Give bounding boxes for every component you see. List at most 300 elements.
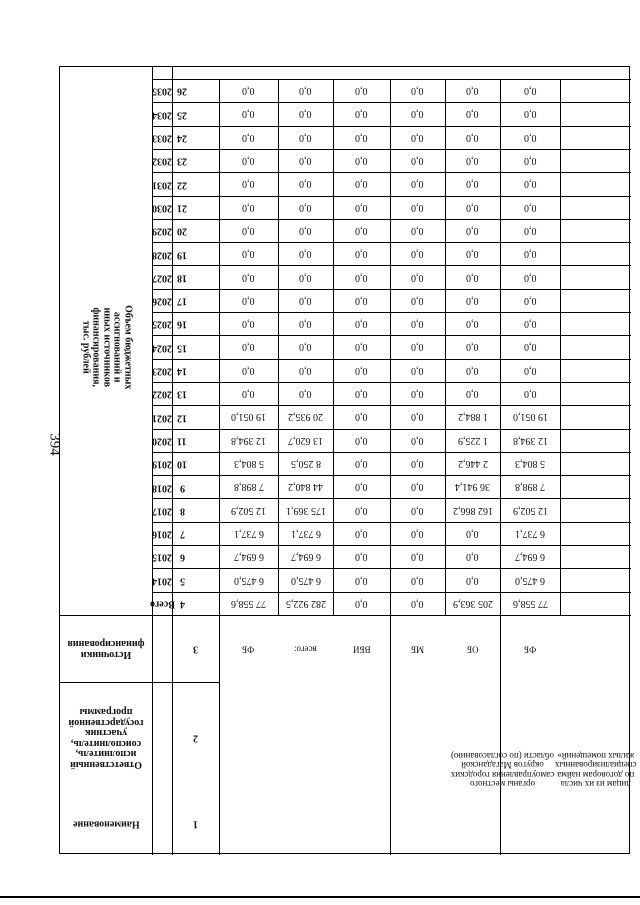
data-value: 0,0 <box>411 108 424 120</box>
data-value: 0,0 <box>355 388 368 400</box>
data-value: 0,0 <box>299 201 312 213</box>
page-bottom-rule <box>0 896 640 898</box>
data-value-cell <box>445 335 500 358</box>
data-value-cell <box>333 265 390 288</box>
year-label: 2021 <box>152 412 172 424</box>
data-value-cell <box>278 265 333 288</box>
year-label-cell <box>152 79 172 102</box>
data-value-cell <box>445 126 500 149</box>
data-value-cell <box>500 335 560 358</box>
name-header: Наименование <box>72 818 140 830</box>
year-label-cell <box>152 522 172 545</box>
data-value-cell <box>333 568 390 591</box>
data-value-cell <box>333 405 390 428</box>
year-label-cell <box>149 592 175 615</box>
data-value: 0,0 <box>411 341 424 353</box>
column-number-cell <box>172 242 192 265</box>
year-label-cell <box>152 405 172 428</box>
source-label-cell <box>333 615 390 682</box>
data-value-cell <box>278 405 333 428</box>
row-divider <box>560 79 561 615</box>
data-value-cell <box>219 335 278 358</box>
data-value: 0,0 <box>411 574 424 586</box>
data-value-cell <box>278 429 333 452</box>
data-value: 44 840,2 <box>288 481 323 493</box>
column-number-cell <box>172 615 219 682</box>
data-value-cell <box>445 172 500 195</box>
data-value-cell <box>219 568 278 591</box>
data-value: 0,0 <box>411 411 424 423</box>
year-label-cell <box>152 265 172 288</box>
data-value-cell <box>219 592 278 615</box>
year-label-cell <box>152 312 172 335</box>
source-label-cell <box>219 615 278 682</box>
data-value: 0,0 <box>411 224 424 236</box>
data-value: 0,0 <box>466 318 479 330</box>
data-value: 0,0 <box>242 131 255 143</box>
column-number-cell <box>172 312 192 335</box>
column-number-cell <box>172 792 219 855</box>
data-value: 0,0 <box>523 131 537 143</box>
year-label: 2033 <box>152 132 172 144</box>
column-number-cell <box>172 382 192 405</box>
data-value: 0,0 <box>242 224 255 236</box>
data-value-cell <box>333 242 390 265</box>
data-value-cell <box>500 452 560 475</box>
data-value-cell <box>500 359 560 382</box>
data-value-cell <box>333 335 390 358</box>
column-number: 18 <box>177 272 187 284</box>
column-number: 14 <box>177 365 187 377</box>
column-number: 13 <box>177 388 187 400</box>
data-value-cell <box>500 382 560 405</box>
column-number-cell <box>172 405 192 428</box>
column-number-cell <box>172 568 192 591</box>
data-value: 0,0 <box>411 434 424 446</box>
data-value: 6 737,1 <box>233 527 264 539</box>
data-value: 0,0 <box>355 364 368 376</box>
column-number-cell <box>172 149 192 172</box>
year-label: 2017 <box>152 505 172 517</box>
year-label-cell <box>152 429 172 452</box>
data-value-cell <box>445 405 500 428</box>
data-value: 19 051,0 <box>512 411 548 423</box>
column-number-cell <box>172 429 192 452</box>
year-label: 2030 <box>152 202 172 214</box>
data-value: 0,0 <box>242 85 255 97</box>
data-value: 0,0 <box>355 504 368 516</box>
data-value: 6 694,7 <box>515 551 545 563</box>
data-value: 0,0 <box>466 388 479 400</box>
year-label-cell <box>152 498 172 521</box>
row-name-cell <box>554 682 637 855</box>
source-label: всего: <box>294 644 317 655</box>
data-value: 0,0 <box>355 458 368 469</box>
data-value: 0,0 <box>299 364 312 376</box>
data-value-cell <box>445 382 500 405</box>
data-value-cell <box>500 149 560 172</box>
data-value-cell <box>445 545 500 568</box>
data-value-cell <box>219 498 278 521</box>
column-number: 21 <box>177 202 187 214</box>
data-value-cell <box>390 429 445 452</box>
data-value-cell <box>445 359 500 382</box>
year-label: 2020 <box>152 435 172 447</box>
data-value-cell <box>500 475 560 498</box>
data-value: 0,0 <box>355 551 368 563</box>
data-value-cell <box>219 265 278 288</box>
data-value: 0,0 <box>411 364 424 376</box>
column-number-cell <box>172 79 192 102</box>
year-label: 2025 <box>152 318 172 330</box>
year-label-cell <box>152 219 172 242</box>
data-value-cell <box>219 429 278 452</box>
data-value-cell <box>219 79 278 102</box>
year-label: 2032 <box>152 155 172 167</box>
data-value: 0,0 <box>355 131 368 143</box>
source-label: ОБ <box>466 644 479 655</box>
year-label-cell <box>152 172 172 195</box>
data-value: 0,0 <box>355 411 368 423</box>
data-value-cell <box>219 382 278 405</box>
column-number: 4 <box>179 598 185 610</box>
data-value: 12 502,9 <box>231 504 266 516</box>
data-value: 7 898,8 <box>233 481 264 493</box>
column-number-cell <box>172 335 192 358</box>
data-value: 0,0 <box>355 597 368 609</box>
data-value-cell <box>333 102 390 125</box>
data-value-cell <box>390 289 445 312</box>
data-value: 0,0 <box>242 271 255 283</box>
data-value: 0,0 <box>242 178 255 190</box>
data-value-cell <box>500 592 560 615</box>
data-value-cell <box>445 475 500 498</box>
column-number-cell <box>172 452 192 475</box>
data-value: 20 935,2 <box>288 411 323 423</box>
data-value: 0,0 <box>411 481 424 493</box>
source-label: ВБИ <box>352 644 371 655</box>
data-value: 0,0 <box>355 341 368 353</box>
data-value-cell <box>278 102 333 125</box>
data-value-cell <box>500 219 560 242</box>
year-label: 2034 <box>152 109 172 121</box>
source-label: МБ <box>410 644 425 655</box>
data-value-cell <box>390 126 445 149</box>
data-value-cell <box>390 545 445 568</box>
data-value-cell <box>333 172 390 195</box>
data-value-cell <box>445 312 500 335</box>
column-number: 15 <box>177 342 187 354</box>
data-value-cell <box>445 289 500 312</box>
data-value: 19 051,0 <box>231 411 266 423</box>
data-value: 0,0 <box>411 597 424 609</box>
data-value-cell <box>390 382 445 405</box>
data-value: 0,0 <box>411 458 424 469</box>
data-value-cell <box>333 219 390 242</box>
data-value-cell <box>333 452 390 475</box>
data-value: 0,0 <box>299 248 312 260</box>
data-value: 0,0 <box>355 574 368 586</box>
data-value: 0,0 <box>411 294 424 306</box>
data-value: 0,0 <box>355 224 368 236</box>
data-value-cell <box>278 289 333 312</box>
row-executor-cell <box>445 682 560 855</box>
data-value-cell <box>390 149 445 172</box>
row-executor: органы местного самоуправления городских округов Магаданской области (по согласованию) <box>450 750 555 789</box>
data-value: 0,0 <box>411 504 424 516</box>
column-number: 2 <box>193 732 198 744</box>
data-value-cell <box>278 172 333 195</box>
data-value: 0,0 <box>299 271 312 283</box>
data-value-cell <box>219 102 278 125</box>
data-value: 6 737,1 <box>290 527 321 539</box>
column-number-cell <box>172 126 192 149</box>
year-label: Всего <box>149 598 175 610</box>
data-value-cell <box>219 405 278 428</box>
data-value-cell <box>500 265 560 288</box>
data-value-cell <box>333 498 390 521</box>
column-number-cell <box>172 196 192 219</box>
data-value: 0,0 <box>466 155 479 167</box>
column-number-cell <box>172 102 192 125</box>
data-value: 282 922,5 <box>285 597 326 609</box>
data-value-cell <box>390 498 445 521</box>
data-value-cell <box>333 429 390 452</box>
year-label-cell <box>152 568 172 591</box>
data-value: 0,0 <box>299 108 312 120</box>
executor-header-cell <box>60 682 152 792</box>
data-value-cell <box>500 196 560 219</box>
data-value: 0,0 <box>355 527 368 539</box>
data-value: 0,0 <box>466 294 479 306</box>
data-value: 0,0 <box>523 224 537 236</box>
column-number: 22 <box>177 179 187 191</box>
column-number: 17 <box>177 295 187 307</box>
volume-header-cell <box>60 79 152 615</box>
year-label-cell <box>152 359 172 382</box>
year-label-cell <box>152 102 172 125</box>
data-value-cell <box>445 452 500 475</box>
column-number-cell <box>172 522 192 545</box>
data-value: 0,0 <box>466 248 479 260</box>
data-value-cell <box>445 568 500 591</box>
data-value: 0,0 <box>411 155 424 167</box>
data-value-cell <box>219 289 278 312</box>
year-label-cell <box>152 335 172 358</box>
year-label: 2026 <box>152 295 172 307</box>
data-value: 1 225,9 <box>457 434 488 446</box>
data-value: 0,0 <box>523 318 537 330</box>
data-value: 0,0 <box>299 224 312 236</box>
data-value: 0,0 <box>523 85 537 97</box>
data-value-cell <box>390 522 445 545</box>
data-value-cell <box>278 149 333 172</box>
column-number: 16 <box>177 318 187 330</box>
column-number: 8 <box>179 505 185 517</box>
data-value: 8 250,5 <box>290 458 321 469</box>
data-value-cell <box>500 289 560 312</box>
data-value-cell <box>390 475 445 498</box>
data-value-cell <box>500 242 560 265</box>
data-value: 0,0 <box>355 481 368 493</box>
column-number: 9 <box>179 482 185 494</box>
data-value: 0,0 <box>242 294 255 306</box>
data-value-cell <box>445 592 500 615</box>
data-value-cell <box>278 592 333 615</box>
column-number: 20 <box>177 225 187 237</box>
data-value: 0,0 <box>242 388 255 400</box>
data-value: 0,0 <box>466 574 479 586</box>
data-value: 0,0 <box>466 551 479 563</box>
year-label: 2027 <box>152 272 172 284</box>
column-number: 26 <box>177 85 187 97</box>
data-value: 0,0 <box>242 341 255 353</box>
data-value: 0,0 <box>523 294 537 306</box>
data-value-cell <box>445 242 500 265</box>
data-value-cell <box>219 359 278 382</box>
source-label-cell <box>390 615 445 682</box>
data-value: 77 558,6 <box>512 597 548 609</box>
data-value-cell <box>278 382 333 405</box>
data-value-cell <box>390 568 445 591</box>
data-value-cell <box>278 452 333 475</box>
data-value-cell <box>500 545 560 568</box>
data-value-cell <box>390 312 445 335</box>
data-value: 13 620,7 <box>288 434 323 446</box>
data-value: 77 558,6 <box>231 597 266 609</box>
column-number-cell <box>172 219 192 242</box>
data-value-cell <box>278 359 333 382</box>
column-number-cell <box>172 265 192 288</box>
year-label: 2015 <box>152 551 172 563</box>
data-value-cell <box>500 568 560 591</box>
column-number: 24 <box>177 132 187 144</box>
data-value-cell <box>278 126 333 149</box>
data-value: 12 394,8 <box>512 434 548 446</box>
data-value-cell <box>390 219 445 242</box>
data-value: 0,0 <box>411 551 424 563</box>
data-value-cell <box>500 126 560 149</box>
data-value-cell <box>278 242 333 265</box>
data-value: 0,0 <box>355 434 368 446</box>
column-number: 23 <box>177 155 187 167</box>
data-value-cell <box>219 126 278 149</box>
source-header: Источники финансирования <box>67 638 145 660</box>
column-number: 5 <box>179 575 185 587</box>
column-number: 3 <box>193 643 198 655</box>
data-value-cell <box>278 219 333 242</box>
data-value-cell <box>333 289 390 312</box>
data-value: 7 898,8 <box>515 481 545 493</box>
data-value: 0,0 <box>466 224 479 236</box>
column-number-cell <box>172 545 192 568</box>
data-value-cell <box>390 265 445 288</box>
source-label: ФБ <box>242 644 255 655</box>
data-value: 6 694,7 <box>233 551 264 563</box>
data-value-cell <box>333 359 390 382</box>
data-value: 0,0 <box>355 248 368 260</box>
data-value: 0,0 <box>523 108 537 120</box>
data-value: 12 502,9 <box>512 504 548 516</box>
data-value-cell <box>278 498 333 521</box>
year-label-cell <box>152 289 172 312</box>
data-value: 5 804,3 <box>515 458 545 469</box>
data-value: 0,0 <box>523 155 537 167</box>
data-value: 0,0 <box>523 388 537 400</box>
data-value: 0,0 <box>242 108 255 120</box>
year-label: 2022 <box>152 388 172 400</box>
data-value: 6 737,1 <box>515 527 545 539</box>
year-label-cell <box>152 545 172 568</box>
data-value-cell <box>219 196 278 219</box>
data-value: 36 941,4 <box>455 481 490 493</box>
data-value: 0,0 <box>411 201 424 213</box>
column-number: 10 <box>177 458 187 470</box>
data-value: 0,0 <box>466 201 479 213</box>
column-number-cell <box>172 498 192 521</box>
year-label: 2035 <box>152 85 172 97</box>
data-value: 0,0 <box>299 85 312 97</box>
data-value: 0,0 <box>242 201 255 213</box>
data-value-cell <box>219 242 278 265</box>
budget-table <box>59 66 637 854</box>
data-value: 0,0 <box>466 364 479 376</box>
data-value: 2 446,2 <box>457 458 488 469</box>
data-value: 0,0 <box>299 341 312 353</box>
data-value-cell <box>445 79 500 102</box>
data-value-cell <box>333 545 390 568</box>
column-number-cell <box>172 289 192 312</box>
data-value-cell <box>278 335 333 358</box>
data-value-cell <box>333 79 390 102</box>
year-label: 2029 <box>152 225 172 237</box>
data-value: 0,0 <box>355 178 368 190</box>
data-value: 0,0 <box>242 248 255 260</box>
data-value: 6 694,7 <box>290 551 321 563</box>
data-value-cell <box>390 592 445 615</box>
data-value-cell <box>333 592 390 615</box>
data-value-cell <box>445 498 500 521</box>
year-label-cell <box>152 126 172 149</box>
data-value: 0,0 <box>242 318 255 330</box>
data-value: 0,0 <box>411 271 424 283</box>
data-value-cell <box>390 452 445 475</box>
data-value: 0,0 <box>299 155 312 167</box>
data-value: 0,0 <box>411 318 424 330</box>
data-value: 0,0 <box>523 201 537 213</box>
data-value: 0,0 <box>466 527 479 539</box>
year-label: 2014 <box>152 575 172 587</box>
data-value-cell <box>219 545 278 568</box>
data-value: 0,0 <box>242 155 255 167</box>
data-value: 6 475,0 <box>233 574 264 586</box>
year-label-cell <box>152 149 172 172</box>
column-number: 11 <box>177 435 187 447</box>
data-value: 0,0 <box>466 341 479 353</box>
data-value-cell <box>390 102 445 125</box>
data-value: 0,0 <box>355 271 368 283</box>
data-value-cell <box>219 452 278 475</box>
column-number-cell <box>172 359 192 382</box>
data-value-cell <box>500 429 560 452</box>
data-value: 0,0 <box>523 364 537 376</box>
data-value: 0,0 <box>355 85 368 97</box>
data-value-cell <box>500 79 560 102</box>
data-value-cell <box>219 522 278 545</box>
data-value-cell <box>390 405 445 428</box>
data-value-cell <box>390 172 445 195</box>
data-value: 12 394,8 <box>231 434 266 446</box>
